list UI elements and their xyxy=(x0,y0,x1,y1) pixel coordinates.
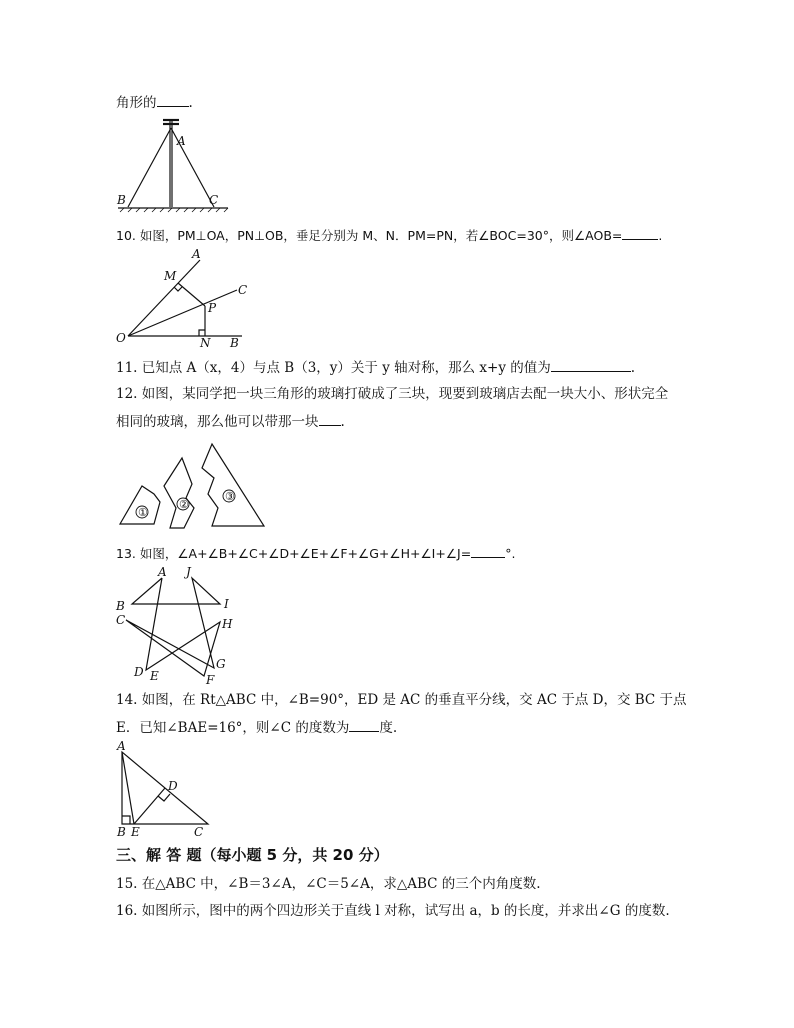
label-a: A xyxy=(117,739,126,753)
question-9-text: 角形的 xyxy=(116,95,157,111)
figure-13-star-angles xyxy=(112,566,242,686)
question-12-line-2: 相同的玻璃，那么他可以带那一块 . xyxy=(116,411,345,432)
label-o: O xyxy=(116,331,126,345)
label-b: B xyxy=(117,193,126,207)
answer-blank-11[interactable] xyxy=(551,357,631,372)
label-c: C xyxy=(116,613,126,627)
label-m: M xyxy=(164,269,177,283)
question-11: 11. 已知点 A（x，4）与点 B（3，y）关于 y 轴对称，那么 x+y 的值为 . xyxy=(116,357,635,378)
piece-label-3: ③ xyxy=(225,490,235,503)
label-f: F xyxy=(206,673,215,687)
question-9-tail: 角形的 . xyxy=(116,92,193,113)
star-polyline xyxy=(126,578,220,676)
question-15: 15. 在△ABC 中，∠B＝3∠A，∠C＝5∠A，求△ABC 的三个内角度数. xyxy=(116,876,541,892)
label-c: C xyxy=(194,825,204,839)
label-b: B xyxy=(117,825,126,839)
right-angle-b xyxy=(122,816,130,824)
label-d: D xyxy=(134,665,144,679)
segment-pm xyxy=(178,283,205,306)
answer-blank-9[interactable] xyxy=(157,92,189,107)
figure-9-surveying-pole xyxy=(110,112,235,212)
figure-10-angle-bisector xyxy=(112,248,252,348)
question-12-line-1: 12. 如图，某同学把一块三角形的玻璃打破成了三块，现要到玻璃店去配一块大小、形状完全 xyxy=(116,386,669,402)
question-10: 10. 如图，PM⊥OA，PN⊥OB，垂足分别为 M、N．PM=PN，若∠BOC=30°，则∠AOB= . xyxy=(116,225,662,246)
answer-blank-10[interactable] xyxy=(622,225,658,240)
rope-ab xyxy=(128,128,171,207)
label-p: P xyxy=(208,301,217,315)
label-b: B xyxy=(116,599,125,613)
ray-oc xyxy=(128,290,237,336)
label-n: N xyxy=(200,336,211,350)
figure-14-right-triangle xyxy=(112,740,222,838)
answer-blank-13[interactable] xyxy=(471,543,505,558)
label-h: H xyxy=(222,617,233,631)
label-c: C xyxy=(238,283,248,297)
glass-piece-3 xyxy=(202,444,264,526)
piece-label-2: ② xyxy=(179,498,189,511)
figure-12-broken-glass xyxy=(114,438,269,533)
section-3-heading: 三、解 答 题（每小题 5 分，共 20 分） xyxy=(116,846,389,864)
label-j: J xyxy=(186,565,191,579)
segment-ed xyxy=(134,788,165,824)
label-a: A xyxy=(192,247,201,261)
label-d: D xyxy=(168,779,178,793)
right-angle-m xyxy=(174,287,182,291)
question-16: 16. 如图所示，图中的两个四边形关于直线 l 对称，试写出 a，b 的长度，并求出∠G 的度数. xyxy=(116,903,670,919)
label-c: C xyxy=(209,193,219,207)
ground-hatch xyxy=(120,208,228,212)
label-g: G xyxy=(216,657,226,671)
label-a: A xyxy=(158,565,167,579)
question-14-line-1: 14. 如图，在 Rt△ABC 中，∠B=90°，ED 是 AC 的垂直平分线，交 AC 于点 D，交 BC 于点 xyxy=(116,692,687,708)
label-e: E xyxy=(131,825,140,839)
label-e: E xyxy=(150,669,159,683)
piece-label-1: ① xyxy=(138,506,148,519)
answer-blank-14[interactable] xyxy=(349,717,379,732)
question-14-line-2: E．已知∠BAE=16°，则∠C 的度数为 度. xyxy=(116,717,397,738)
segment-ae xyxy=(122,752,134,824)
answer-blank-12[interactable] xyxy=(319,411,341,426)
glass-piece-2 xyxy=(164,458,194,528)
label-b: B xyxy=(230,336,239,350)
right-angle-d xyxy=(158,794,170,801)
label-i: I xyxy=(224,597,229,611)
question-13: 13. 如图，∠A+∠B+∠C+∠D+∠E+∠F+∠G+∠H+∠I+∠J= °. xyxy=(116,543,515,564)
label-a: A xyxy=(177,134,186,148)
